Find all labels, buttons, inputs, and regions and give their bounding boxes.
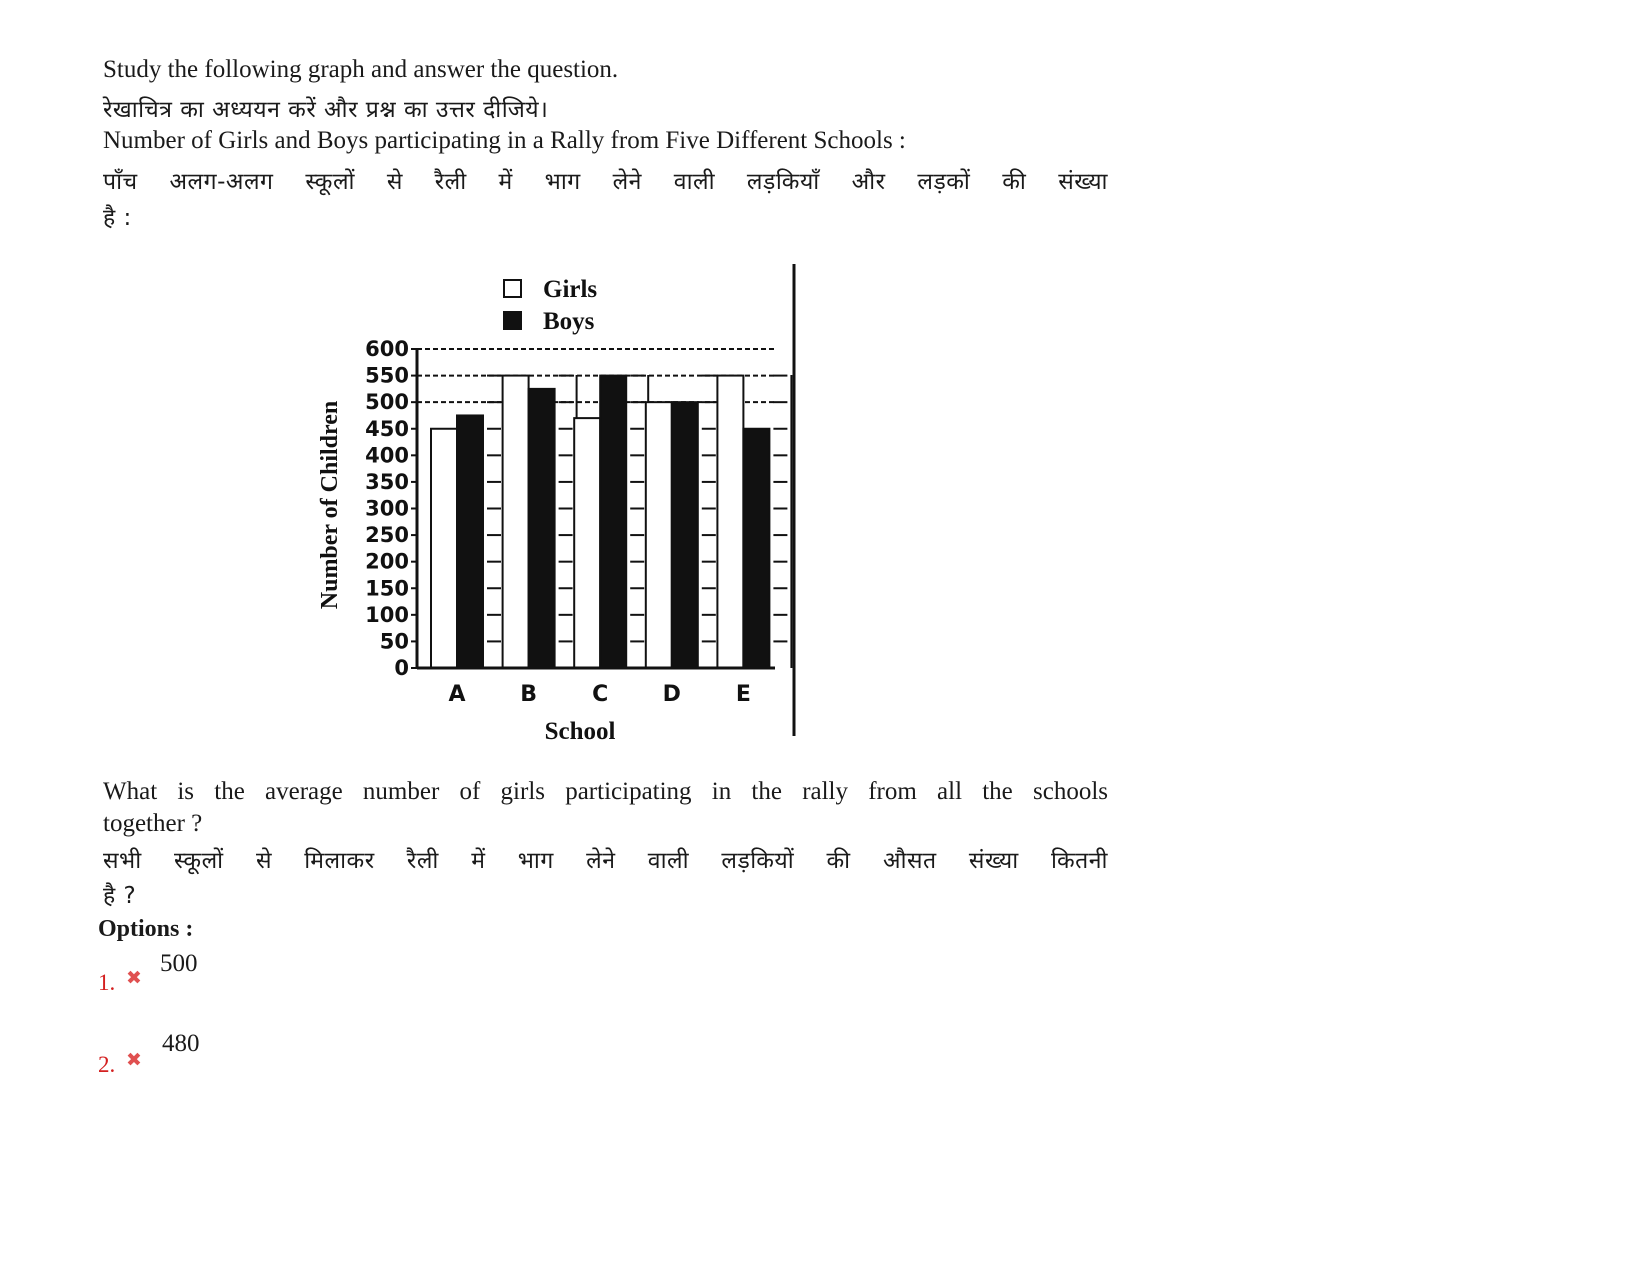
option-2-number: 2. [98, 1052, 116, 1077]
legend [504, 276, 597, 335]
x-tick-label: D [662, 682, 681, 707]
y-tick-label: 100 [365, 602, 409, 627]
y-tick-label: 400 [365, 443, 409, 468]
heading-hindi-line2: है : [103, 205, 132, 231]
question-english-line1: What is the average number of girls participating in the rally from all the schools [103, 778, 1108, 805]
bar-boys-b [529, 389, 555, 668]
bar-chart [317, 270, 840, 790]
y-tick-label: 300 [365, 496, 409, 521]
bar-girls-b [503, 376, 529, 668]
cross-icon: ✖ [126, 968, 142, 989]
options-label: Options : [98, 916, 194, 942]
x-tick-label: B [520, 682, 537, 707]
x-axis-label: School [544, 718, 616, 745]
bar-girls-e [717, 376, 743, 668]
heading-english: Number of Girls and Boys participating in a Rally from Five Different Schools : [103, 127, 906, 154]
y-tick-label: 250 [365, 523, 409, 548]
x-tick-label: E [735, 682, 751, 707]
y-tick-label: 550 [365, 363, 409, 388]
question-hindi-line2: है ? [103, 883, 137, 909]
y-tick-label: 0 [394, 656, 409, 680]
bar-boys-d [672, 402, 698, 668]
intro-english: Study the following graph and answer the question. [103, 56, 619, 83]
bar-girls-a [431, 429, 457, 668]
bar-boys-c [600, 376, 626, 668]
heading-hindi-line1: पाँच अलग-अलग स्कूलों से रैली में भाग लेने वाली लड़कियाँ और लड़कों की संख्या [103, 169, 1108, 195]
question-hindi-line1: सभी स्कूलों से मिलाकर रैली में भाग लेने वाली लड़कियों की औसत संख्या कितनी [103, 848, 1108, 874]
option-2-value: 480 [162, 1030, 200, 1057]
bar-boys-a [457, 415, 483, 668]
x-tick-label: A [448, 682, 466, 707]
y-tick-label: 350 [365, 469, 409, 494]
cross-icon: ✖ [126, 1050, 142, 1071]
legend-label-boys: Boys [543, 308, 595, 335]
y-tick-label: 600 [365, 337, 409, 361]
legend-label-girls: Girls [543, 276, 598, 303]
intro-hindi: रेखाचित्र का अध्ययन करें और प्रश्न का उत्तर दीजिये। [103, 97, 549, 123]
x-tick-label: C [592, 682, 609, 707]
legend-swatch-girls [504, 280, 521, 297]
y-axis-label: Number of Children [317, 400, 343, 610]
legend-swatch-boys [504, 312, 521, 329]
y-tick-label: 200 [365, 549, 409, 574]
question-english-line2: together ? [103, 810, 203, 837]
bar-girls-d [646, 402, 672, 668]
y-tick-label: 50 [379, 629, 409, 654]
y-tick-label: 150 [365, 576, 409, 601]
option-1-value: 500 [160, 950, 198, 977]
bar-girls-c [574, 418, 600, 668]
bar-boys-e [743, 429, 769, 668]
option-1-number: 1. [98, 970, 116, 995]
y-tick-label: 500 [365, 390, 409, 415]
y-tick-label: 450 [365, 416, 409, 441]
bars-layer [431, 376, 769, 668]
